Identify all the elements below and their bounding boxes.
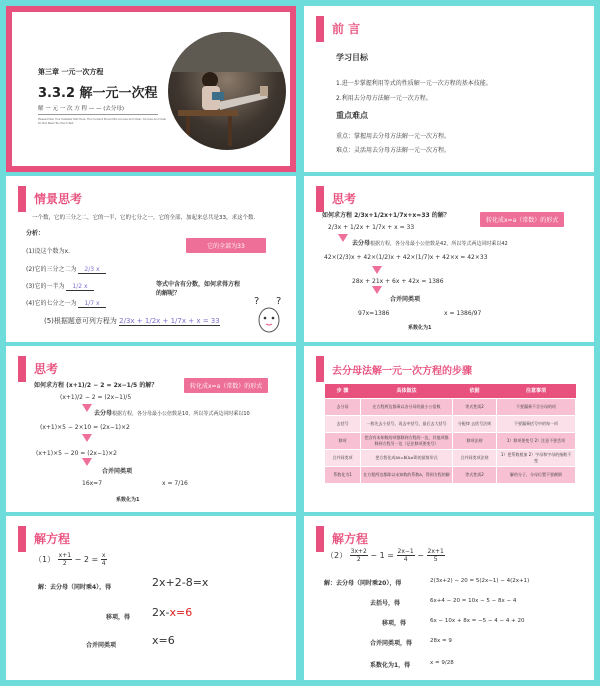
slide-heading: 思考	[34, 362, 59, 376]
heading-bar	[316, 16, 324, 42]
step3-label: 系数化为1	[408, 325, 432, 331]
eq5: x = 7/16	[162, 480, 188, 487]
hard-label: 难点：	[336, 147, 355, 154]
step3-result: x=6	[152, 634, 175, 647]
goal-callout: 转化成x=a（常数）的形式	[480, 212, 564, 227]
goal-callout: 转化成x=a（常数）的形式	[184, 378, 268, 393]
line-4-text: (4)它的七分之一为	[26, 300, 77, 307]
question-suffix: 的解？	[431, 212, 450, 219]
reading-girl-illustration	[168, 32, 286, 150]
eq5: x = 1386/97	[444, 310, 482, 317]
cell: 去括号	[325, 415, 361, 432]
step1-label: 解：去分母（同时乘20），得	[324, 580, 402, 587]
arrow-2	[372, 266, 382, 274]
eq4: 97x=1386	[358, 310, 390, 317]
arrow-2	[82, 434, 92, 442]
key-line	[336, 131, 450, 140]
fraction: $\frac{x+1}{2}$	[58, 552, 72, 567]
line-4	[26, 298, 106, 307]
analysis-label: 分析：	[26, 230, 45, 237]
slide-scenario[interactable]	[6, 176, 296, 342]
cell: 在方程两边都除以未知数的系数a，得到方程的解	[361, 466, 453, 483]
slide-heading: 解方程	[34, 532, 71, 546]
cell: 解的分子，分母位置不要颠倒	[497, 466, 576, 483]
header-method: 具体做法	[361, 384, 453, 398]
eq1: (x+1)/2 − 2 = (2x−1)/5	[60, 394, 132, 401]
step2-label: 合并同类项	[390, 296, 421, 303]
table-row	[325, 415, 576, 432]
problem-eq: （2） $\frac{3x+2}{2}$ − 1 = $\frac{2x-1}{4}$ − $\frac{2x+1}{5}$	[326, 548, 444, 563]
step1-line	[94, 408, 250, 417]
equation: 2/3x + 1/2x + 1/7x + x = 33	[119, 317, 220, 325]
step1-label: 去分母	[352, 240, 371, 247]
question-line: 如何求方程 (x+1)/2 − 2 = 2x−1/5 的解？	[34, 382, 158, 389]
arrow-1	[338, 234, 348, 242]
step3-label: 合并同类项	[86, 642, 117, 649]
header-step: 步 骤	[325, 384, 361, 398]
main-title: 3.3.2 解一元一次程	[38, 86, 158, 101]
cell: 去分母	[325, 398, 361, 415]
question-suffix: 的解？	[139, 382, 158, 389]
eq-tail: − 2 =	[74, 555, 101, 564]
photo-circle	[168, 32, 286, 150]
key-title: 重点难点	[336, 111, 368, 120]
fill-4: 1/7 x	[78, 300, 105, 308]
eq4: 16x=7	[82, 480, 103, 487]
slide-heading: 解方程	[332, 532, 369, 546]
cell: 等式性质2	[453, 466, 497, 483]
step1-line	[352, 238, 508, 247]
step2-result: 6x+4 − 20 = 10x − 5 − 8x − 4	[430, 598, 517, 604]
chapter-label: 第三章 一元一次方程	[38, 68, 104, 76]
fraction: $\frac{2x+1}{5}$	[427, 548, 444, 563]
eq3: 28x + 21x + 6x + 42x = 1386	[352, 278, 444, 285]
step1-text: 根据方程，各分母最小公倍数是42，所以等式两边同时乘以42	[370, 241, 508, 247]
cell: 分配律 去括号法则	[453, 415, 497, 432]
question-text: 等式中含有分数，如何求得方程的解呢？	[156, 281, 241, 297]
line-1: (1)设这个数为x.	[26, 248, 70, 255]
heading-bar	[316, 186, 324, 212]
heading-bar	[18, 186, 26, 212]
slide-heading: 前 言	[332, 22, 361, 36]
fill-2: 2/3 x	[78, 266, 105, 274]
question-line: 如何求方程 2/3x+1/2x+1/7x+x=33 的解？	[322, 212, 450, 219]
step1-result: 2x+2-8=x	[152, 576, 209, 589]
slide-solve-1[interactable]	[6, 516, 296, 680]
key-text: 掌握用去分母方法解一元一次方程。	[354, 133, 451, 140]
step5-result: x = 9/28	[430, 660, 454, 666]
step1-result: 2(3x+2) − 20 = 5(2x−1) − 4(2x+1)	[430, 578, 530, 584]
slide-solve-2[interactable]	[304, 516, 594, 680]
slide-preface[interactable]	[304, 6, 594, 172]
heading-bar	[316, 526, 324, 552]
cell: 等式性质2	[453, 398, 497, 415]
cell: 1）移项要变号 2）注意不要丢项	[497, 432, 576, 449]
arrow-3	[82, 458, 92, 466]
total-callout: 它的全部为33	[186, 238, 266, 253]
hard-text: 灵活用去分母方法解一元一次方程。	[354, 147, 451, 154]
goal-2: 2.利用去分母方法解一元一次方程。	[336, 95, 432, 102]
table-row	[325, 432, 576, 449]
table-header	[325, 384, 576, 398]
line-2	[26, 264, 106, 273]
goal-title: 学习目标	[336, 53, 368, 62]
arrow-1	[82, 404, 92, 412]
step1-text: 根据方程，各分母最小公倍数是10，所以等式两边同时乘以10	[112, 411, 250, 417]
step3-label: 系数化为1	[116, 497, 140, 503]
eq2: 42×(2/3)x + 42×(1/2)x + 42×(1/7)x + 42×x = 42×33	[324, 254, 488, 261]
slide-think-2[interactable]	[6, 346, 296, 512]
slide-heading: 情景思考	[34, 192, 83, 206]
eq3: (x+1)×5 − 20 = (2x−1)×2	[36, 450, 117, 457]
cell: 系数化为1	[325, 466, 361, 483]
cell: 移项法则	[453, 432, 497, 449]
step2-result-a: 2x-	[152, 606, 170, 619]
cell: 把含有未知数的项都移到方程的一边，其他项都移到方程另一边（记住移项要变号）	[361, 432, 453, 449]
cell: 移项	[325, 432, 361, 449]
slide-title[interactable]	[6, 6, 296, 172]
table-row	[325, 398, 576, 415]
fill-3: 1/2 x	[66, 283, 93, 291]
step2-label: 合并同类项	[102, 468, 133, 475]
cell: 1）把系数相加 2）字母和字母的指数不变	[497, 449, 576, 466]
step4-result: 28x = 9	[430, 638, 452, 644]
steps-table	[324, 384, 576, 484]
step3-result: 6x − 10x + 8x = −5 − 4 − 4 + 20	[430, 618, 525, 624]
header-notes: 注意事项	[497, 384, 576, 398]
problem-eq	[34, 552, 107, 567]
slide-steps[interactable]	[304, 346, 594, 512]
goal-1: 1.进一步掌握利用等式的性质解一元一次方程的基本技能。	[336, 80, 492, 87]
slide-think-1[interactable]	[304, 176, 594, 342]
eq2: (x+1)×5 − 2×10 = (2x−1)×2	[40, 424, 130, 431]
problem-text: 一个数，它的三分之二，它的一半，它的七分之一，它的全部，加起来总共是33，求这个数.	[32, 215, 256, 221]
cell: 在方程两边都乘以各分母的最小公倍数	[361, 398, 453, 415]
step1-label: 去分母	[94, 410, 113, 417]
line-2-text: (2)它的三分之二为	[26, 266, 77, 273]
subtitle: 解 一 元 一 次 方 程 — — (去分母)	[38, 106, 125, 112]
step2-result-b: x=6	[169, 606, 193, 619]
cell: 一般先去小括号，再去中括号，最后去大括号	[361, 415, 453, 432]
slide-heading: 思考	[332, 192, 357, 206]
english-caption: Please Enter Your Detailed Text Here. The Content Should Be Concise And Clear. Concise And Clear Do Not Need Too Much Text	[38, 118, 167, 125]
cell: 把方程化成ax=b(a≠0)的最简形式	[361, 449, 453, 466]
hard-line	[336, 145, 450, 154]
step4-label: 合并同类项，得	[370, 640, 413, 647]
fraction: $\frac{3x+2}{2}$	[350, 548, 367, 563]
step2-result	[152, 606, 192, 619]
cell: 合并同类项	[325, 449, 361, 466]
eq1: 2/3x + 1/2x + 1/7x + x = 33	[328, 224, 415, 231]
fraction: $\frac{x}{4}$	[101, 552, 106, 567]
cell: 合并同类项法则	[453, 449, 497, 466]
heading-bar	[18, 526, 26, 552]
line-5-text: (5)根据题意可列方程为	[44, 317, 117, 325]
svg-text:?: ?	[276, 296, 282, 307]
heading-bar	[18, 356, 26, 382]
problem-number: （2）	[326, 551, 348, 560]
question-prefix: 如何求方程	[34, 382, 65, 389]
line-5	[44, 316, 220, 326]
problem-number: （1）	[34, 555, 56, 564]
step2-label: 去括号，得	[370, 600, 401, 607]
cell: 不要漏乘括号中的每一项	[497, 415, 576, 432]
step3-label: 移项，得	[382, 620, 407, 627]
fraction: $\frac{2x-1}{4}$	[397, 548, 414, 563]
table-row	[325, 449, 576, 466]
header-basis: 依据	[453, 384, 497, 398]
title-rule	[38, 114, 158, 115]
slide-heading: 去分母法解一元一次方程的步骤	[332, 366, 472, 377]
line-3	[26, 281, 94, 290]
heading-bar	[316, 356, 324, 382]
svg-text:?: ?	[254, 296, 260, 307]
key-label: 重点：	[336, 133, 355, 140]
question-prefix: 如何求方程	[322, 212, 353, 219]
cell: 不要漏乘不含分母的项	[497, 398, 576, 415]
step1-label: 解：去分母（同时乘4），得	[38, 584, 112, 591]
egg-mascot	[254, 294, 284, 334]
step5-label: 系数化为1，得	[370, 662, 411, 669]
step2-label: 移项，得	[106, 614, 131, 621]
line-3-text: (3)它的一半为	[26, 283, 65, 290]
arrow-3	[372, 286, 382, 294]
table-row	[325, 466, 576, 483]
